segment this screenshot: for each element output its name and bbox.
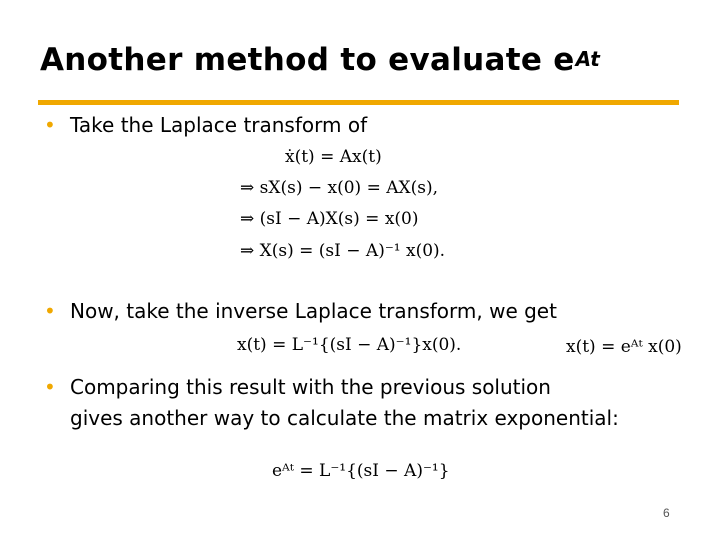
equation-text: x(t) = eᴬᵗ x(0) (566, 337, 682, 357)
page-number: 6 (663, 506, 670, 520)
equation-laplace-step-3 (240, 241, 445, 261)
bullet-text: Now, take the inverse Laplace transform, we get (70, 299, 557, 323)
equation-matrix-exponential (272, 461, 450, 481)
equation-text: ⇒ (sI − A)X(s) = x(0) (240, 209, 419, 229)
title-underline (38, 100, 679, 105)
bullet-line-1: Comparing this result with the previous solution (70, 375, 551, 399)
equation-laplace-step-2 (240, 209, 419, 229)
bullet-dot-icon: • (44, 375, 56, 399)
bullet-text: Take the Laplace transform of (70, 113, 368, 137)
equation-text: eᴬᵗ = L⁻¹{(sI − A)⁻¹} (272, 461, 450, 481)
equation-laplace-step-1 (240, 178, 438, 198)
slide-title-superscript: At (575, 47, 601, 71)
equation-inverse-solution (237, 335, 461, 355)
equation-text: ⇒ sX(s) − x(0) = AX(s), (240, 178, 439, 198)
slide-title (40, 42, 600, 78)
equation-state (285, 147, 382, 167)
bullet-line-2: gives another way to calculate the matrix exponential: (70, 406, 619, 430)
bullet-text (70, 372, 619, 434)
bullet-dot-icon: • (44, 113, 56, 137)
equation-text: ẋ(t) = Ax(t) (285, 147, 382, 167)
slide-title-text: Another method to evaluate e (40, 42, 575, 78)
equation-exp-solution (566, 337, 682, 357)
equation-text: x(t) = L⁻¹{(sI − A)⁻¹}x(0). (237, 335, 462, 355)
bullet-dot-icon: • (44, 299, 56, 323)
equation-text: ⇒ X(s) = (sI − A)⁻¹ x(0). (240, 241, 446, 261)
